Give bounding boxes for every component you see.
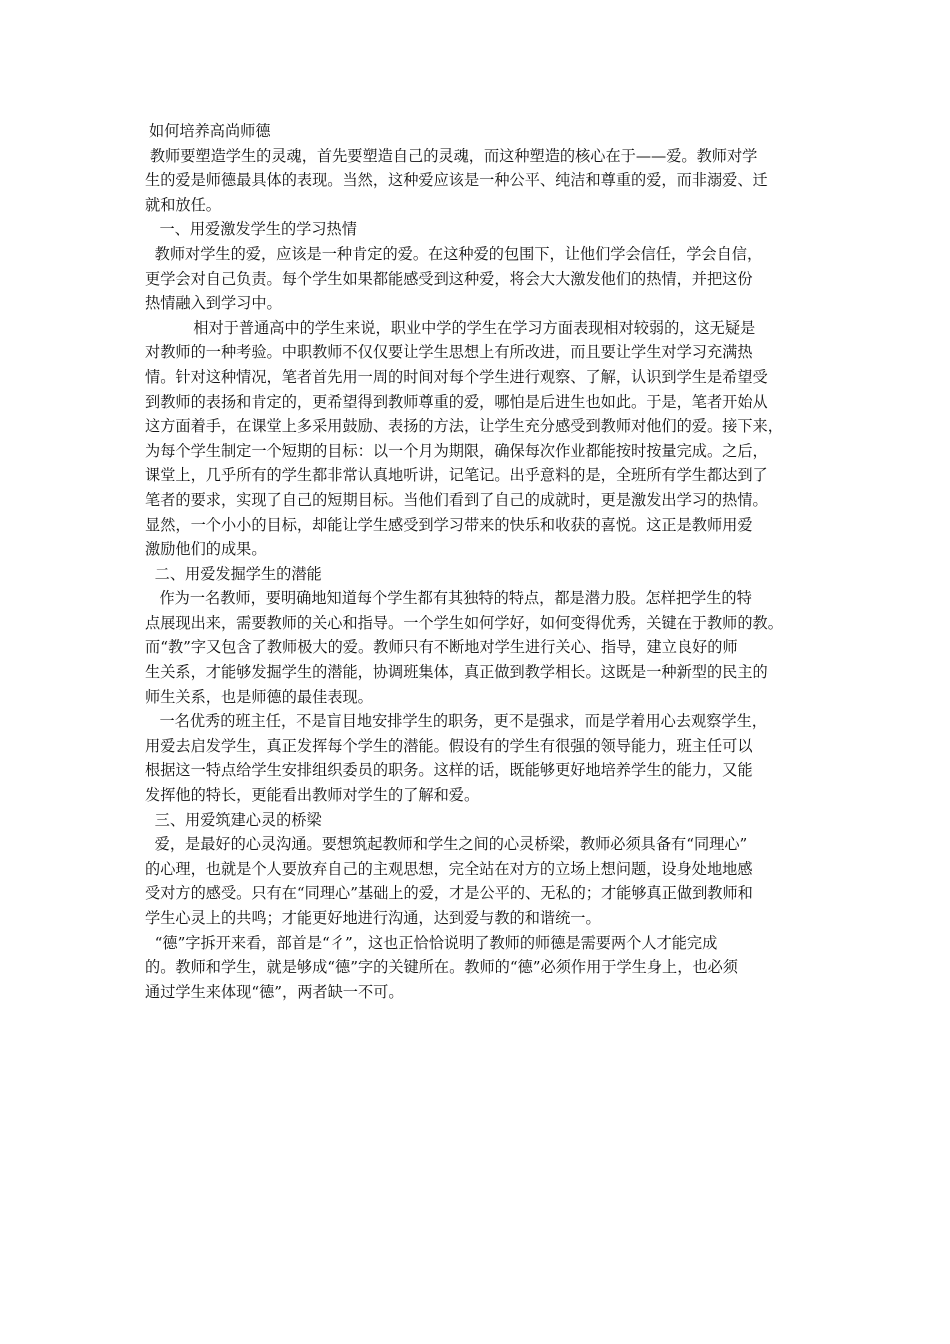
text-line: 就和放任。: [145, 195, 221, 214]
document-body: [145, 119, 815, 1004]
text-line: 用爱去启发学生，真正发挥每个学生的潜能。假设有的学生有很强的领导能力，班主任可以: [145, 736, 753, 755]
text-line: 到教师的表扬和肯定的，更希望得到教师尊重的爱，哪怕是后进生也如此。于是，笔者开始从: [145, 392, 768, 411]
text-line: 为每个学生制定一个短期的目标：以一个月为期限，确保每次作业都能按时按量完成。之后，: [145, 441, 768, 460]
text-line: 而“教”字又包含了教师极大的爱。教师只有不断地对学生进行关心、指导，建立良好的师: [145, 638, 738, 657]
text-line: 二、用爱发掘学生的潜能: [145, 564, 322, 583]
text-line: 受对方的感受。只有在“同理心”基础上的爱，才是公平的、无私的；才能够真正做到教师和: [145, 884, 753, 903]
text-line: 作为一名教师，要明确地知道每个学生都有其独特的特点，都是潜力股。怎样把学生的特: [145, 589, 752, 608]
text-line: 教师要塑造学生的灵魂，首先要塑造自己的灵魂，而这种塑造的核心在于——爱。教师对学: [145, 146, 758, 165]
text-line: “德”字拆开来看，部首是“彳”，这也正恰恰说明了教师的师德是需要两个人才能完成: [145, 933, 718, 952]
text-line: 相对于普通高中的学生来说，职业中学的学生在学习方面表现相对较弱的，这无疑是: [145, 318, 756, 337]
text-line: 对教师的一种考验。中职教师不仅仅要让学生思想上有所改进，而且要让学生对学习充满热: [145, 343, 753, 362]
text-line: 点展现出来，需要教师的关心和指导。一个学生如何学好，如何变得优秀，关键在于教师的教。: [145, 613, 783, 632]
document-text: [145, 144, 815, 1005]
text-line: 显然，一个小小的目标，却能让学生感受到学习带来的快乐和收获的喜悦。这正是教师用爱: [145, 515, 753, 534]
text-line: 根据这一特点给学生安排组织委员的职务。这样的话，既能够更好地培养学生的能力，又能: [145, 761, 753, 780]
text-line: 教师对学生的爱，应该是一种肯定的爱。在这种爱的包围下，让他们学会信任，学会自信，: [145, 244, 763, 263]
text-line: 通过学生来体现“德”，两者缺一不可。: [145, 982, 404, 1001]
text-line: 一名优秀的班主任，不是盲目地安排学生的职务，更不是强求，而是学着用心去观察学生，: [145, 712, 767, 731]
text-line: 课堂上，几乎所有的学生都非常认真地听讲，记笔记。出乎意料的是，全班所有学生都达到了: [145, 466, 768, 485]
text-line: 三、用爱筑建心灵的桥梁: [145, 810, 322, 829]
text-line: 的心理，也就是个人要放弃自己的主观思想，完全站在对方的立场上想问题，设身处地地感: [145, 859, 753, 878]
text-line: 生的爱是师德最具体的表现。当然，这种爱应该是一种公平、纯洁和尊重的爱，而非溺爱、迁: [145, 171, 768, 190]
text-line: 笔者的要求，实现了自己的短期目标。当他们看到了自己的成就时，更是激发出学习的热情。: [145, 490, 768, 509]
text-line: 发挥他的特长，更能看出教师对学生的了解和爱。: [145, 786, 480, 805]
text-line: 的。教师和学生，就是够成“德”字的关键所在。教师的“德”必须作用于学生身上，也必须: [145, 958, 738, 977]
document-title: 如何培养高尚师德: [149, 122, 271, 140]
text-line: 情。针对这种情况，笔者首先用一周的时间对每个学生进行观察、了解，认识到学生是希望受: [145, 367, 768, 386]
text-line: 学生心灵上的共鸣；才能更好地进行沟通，达到爱与教的和谐统一。: [145, 909, 601, 927]
text-line: 激励他们的成果。: [145, 540, 267, 559]
text-line: 爱，是最好的心灵沟通。要想筑起教师和学生之间的心灵桥梁，教师必须具备有“同理心”: [145, 835, 748, 854]
text-line: 热情融入到学习中。: [145, 294, 282, 313]
text-line: 生关系，才能够发掘学生的潜能，协调班集体，真正做到教学相长。这既是一种新型的民主的: [145, 663, 768, 682]
text-line: 更学会对自己负责。每个学生如果都能感受到这种爱，将会大大激发他们的热情，并把这份: [145, 269, 753, 288]
text-line: 师生关系，也是师德的最佳表现。: [145, 687, 373, 706]
text-line: 这方面着手，在课堂上多采用鼓励、表扬的方法，让学生充分感受到教师对他们的爱。接下来，: [145, 417, 783, 436]
text-line: 一、用爱激发学生的学习热情: [145, 220, 357, 239]
